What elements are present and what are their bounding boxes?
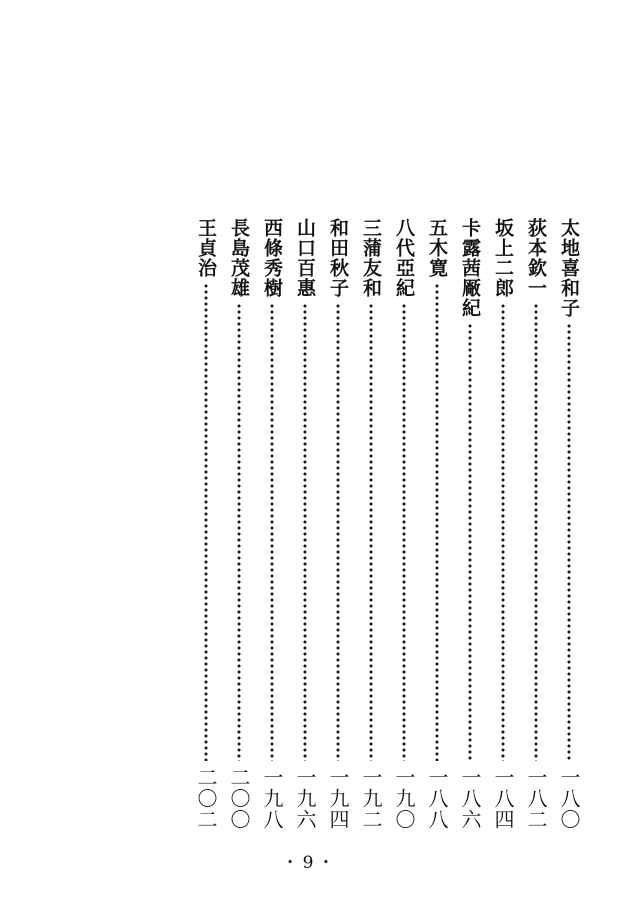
dot-leader [204,283,208,761]
entry-name: 山口百惠 [294,218,316,298]
entry-page-number: 一八六 [458,767,482,830]
dot-leader [567,323,571,761]
toc-entry[interactable] [226,218,252,830]
entry-name: 荻本欽一 [525,218,547,298]
toc-entry[interactable] [424,218,450,830]
entry-name: 五木寛 [426,218,448,278]
entry-name: 八代亞紀 [393,218,415,298]
toc-entry[interactable] [556,218,582,830]
dot-leader [501,303,505,761]
dot-leader [402,303,406,761]
toc-entry[interactable] [523,218,549,830]
toc-entry[interactable] [259,218,285,830]
entry-page-number: 一九四 [326,767,350,830]
entry-page-number: 一八八 [425,767,449,830]
entry-page-number: 一八二 [524,767,548,830]
entry-name: 王貞治 [195,218,217,278]
dot-leader [468,323,472,761]
dot-leader [435,283,439,761]
toc-entry[interactable] [325,218,351,830]
entry-page-number: 一九二 [359,767,383,830]
entry-page-number: 一九八 [260,767,284,830]
dot-leader [369,303,373,761]
entry-page-number: 一九六 [293,767,317,830]
entry-name: 太地喜和子 [558,218,580,318]
toc-entry[interactable] [391,218,417,830]
dot-leader [303,303,307,761]
toc-entry[interactable] [490,218,516,830]
dot-leader [534,303,538,761]
toc-entry[interactable] [193,218,219,830]
dot-leader [336,303,340,761]
toc-entry[interactable] [292,218,318,830]
entry-page-number: 一八〇 [557,767,581,830]
table-of-contents [193,218,582,830]
dot-leader [237,303,241,761]
entry-page-number: 二〇〇 [227,767,251,830]
toc-entry[interactable] [358,218,384,830]
entry-name: 長島茂雄 [228,218,250,298]
dot-leader [270,303,274,761]
entry-name: 西條秀樹 [261,218,283,298]
entry-name: 三蒲友和 [360,218,382,298]
entry-page-number: 一九〇 [392,767,416,830]
entry-page-number: 二〇二 [194,767,218,830]
entry-name: 卡露茜厰紀 [459,218,481,318]
entry-name: 坂上二郎 [492,218,514,298]
toc-entry[interactable] [457,218,483,830]
entry-name: 和田秋子 [327,218,349,298]
page-number: ・9・ [281,853,339,873]
entry-page-number: 一八四 [491,767,515,830]
